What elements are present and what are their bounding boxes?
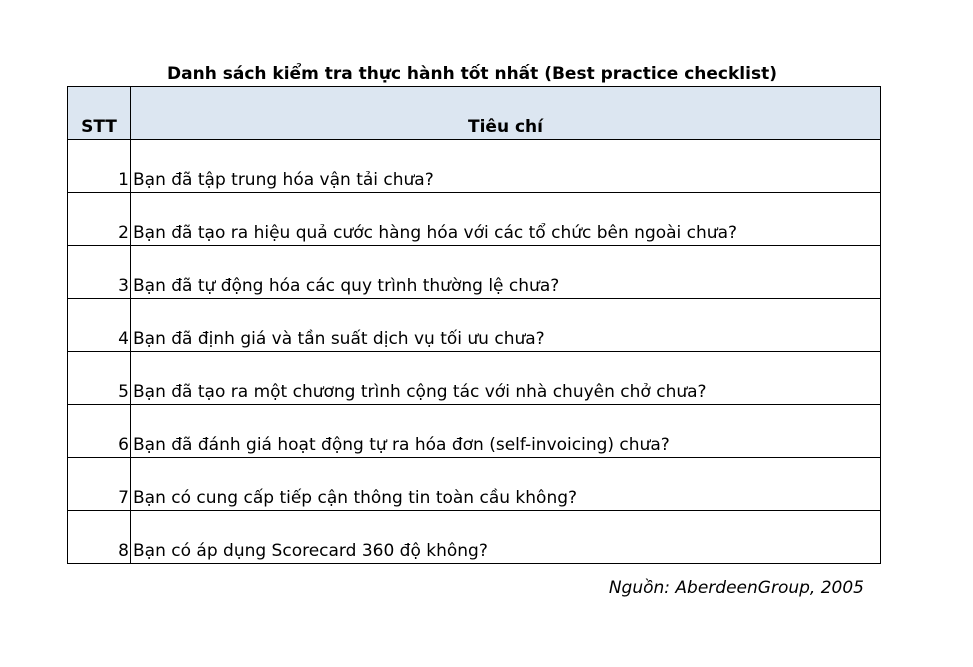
row-number-cell: 3 [68, 246, 131, 299]
table-header-row [68, 87, 881, 140]
criteria-cell: Bạn đã tập trung hóa vận tải chưa? [131, 140, 881, 193]
checklist-table [67, 86, 881, 564]
criteria-cell: Bạn có áp dụng Scorecard 360 độ không? [131, 511, 881, 564]
row-number-cell: 5 [68, 352, 131, 405]
source-citation: Nguồn: AberdeenGroup, 2005 [608, 578, 864, 598]
document-title: Danh sách kiểm tra thực hành tốt nhất (Best practice checklist) [167, 64, 777, 84]
stt-column-header: STT [68, 87, 131, 140]
row-number-cell: 6 [68, 405, 131, 458]
table-row [68, 299, 881, 352]
criteria-cell: Bạn đã tạo ra hiệu quả cước hàng hóa với các tổ chức bên ngoài chưa? [131, 193, 881, 246]
table-row [68, 246, 881, 299]
table-row [68, 193, 881, 246]
table-row [68, 405, 881, 458]
criteria-column-header: Tiêu chí [131, 87, 881, 140]
criteria-cell: Bạn đã định giá và tần suất dịch vụ tối ưu chưa? [131, 299, 881, 352]
criteria-cell: Bạn đã tự động hóa các quy trình thường lệ chưa? [131, 246, 881, 299]
row-number-cell: 1 [68, 140, 131, 193]
criteria-cell: Bạn đã tạo ra một chương trình cộng tác với nhà chuyên chở chưa? [131, 352, 881, 405]
row-number-cell: 7 [68, 458, 131, 511]
criteria-cell: Bạn đã đánh giá hoạt động tự ra hóa đơn (self-invoicing) chưa? [131, 405, 881, 458]
criteria-cell: Bạn có cung cấp tiếp cận thông tin toàn cầu không? [131, 458, 881, 511]
table-row [68, 352, 881, 405]
row-number-cell: 8 [68, 511, 131, 564]
row-number-cell: 4 [68, 299, 131, 352]
row-number-cell: 2 [68, 193, 131, 246]
table-row [68, 140, 881, 193]
table-row [68, 458, 881, 511]
table-row [68, 511, 881, 564]
